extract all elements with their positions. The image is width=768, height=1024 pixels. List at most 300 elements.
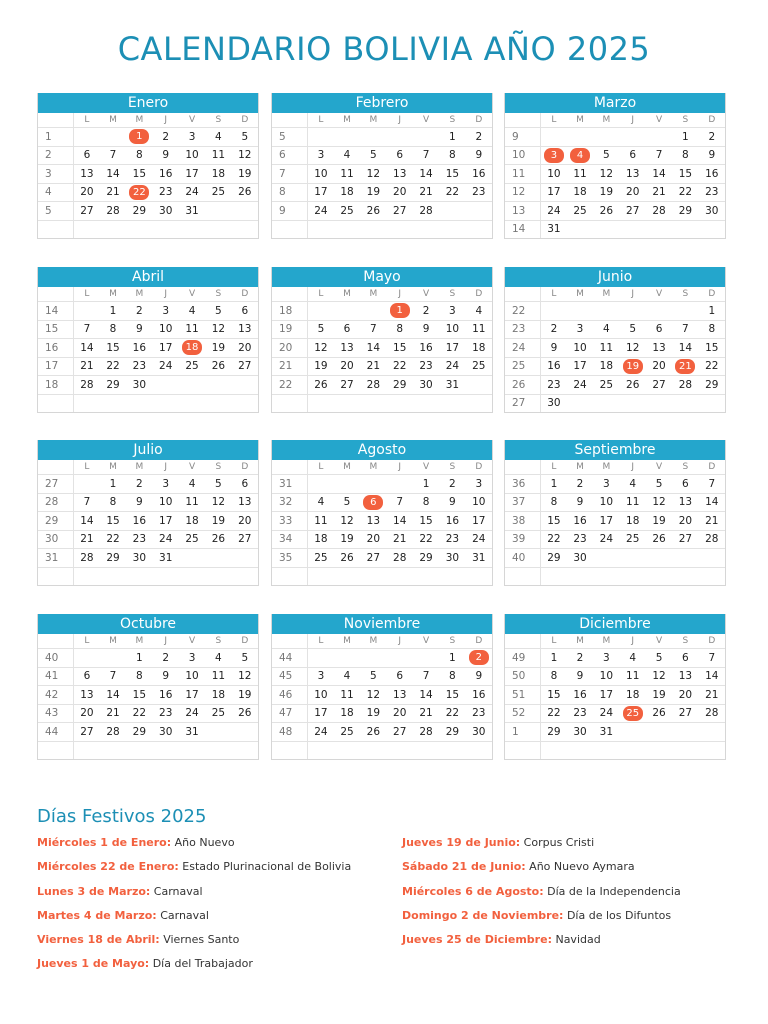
day-cell: 26 <box>334 549 360 568</box>
day-cell <box>593 741 619 759</box>
holiday-name: Día del Trabajador <box>149 957 253 971</box>
day-header: V <box>179 460 205 475</box>
day-cell <box>74 475 100 494</box>
day-cell <box>205 376 231 395</box>
day-cell: 12 <box>646 493 672 512</box>
day-header: V <box>179 113 205 128</box>
day-cell: 22 <box>387 357 413 376</box>
week-number: 28 <box>38 493 74 512</box>
week-number: 50 <box>505 667 541 686</box>
day-header: M <box>567 287 593 302</box>
day-cell: 6 <box>646 320 672 339</box>
day-cell: 2 <box>153 649 179 668</box>
holiday-marker: 4 <box>570 148 590 163</box>
day-cell <box>646 394 672 412</box>
day-cell: 9 <box>466 667 492 686</box>
holiday-date: Sábado 21 de Junio: <box>402 860 526 874</box>
day-cell: 28 <box>100 723 126 742</box>
day-cell <box>646 220 672 238</box>
month-0 <box>37 93 259 239</box>
day-cell <box>179 741 205 759</box>
day-cell: 29 <box>699 376 725 395</box>
day-cell: 12 <box>205 320 231 339</box>
day-cell: 24 <box>466 530 492 549</box>
day-cell: 7 <box>672 320 698 339</box>
holiday-item <box>37 933 351 957</box>
day-cell: 10 <box>153 493 179 512</box>
day-cell: 28 <box>387 549 413 568</box>
day-cell: 22 <box>413 530 439 549</box>
day-cell: 28 <box>672 376 698 395</box>
holiday-item <box>37 909 351 933</box>
day-cell <box>620 302 646 321</box>
day-cell: 18 <box>620 512 646 531</box>
day-cell: 16 <box>567 686 593 705</box>
day-cell: 20 <box>620 183 646 202</box>
week-number: 5 <box>272 128 308 147</box>
day-cell <box>620 128 646 147</box>
day-header: M <box>126 460 152 475</box>
day-cell: 19 <box>308 357 334 376</box>
day-header: D <box>466 460 492 475</box>
month-name: Octubre <box>38 614 258 634</box>
day-header: S <box>439 460 465 475</box>
day-cell <box>466 741 492 759</box>
day-cell <box>205 741 231 759</box>
day-cell <box>308 394 334 412</box>
holiday-name: Año Nuevo Aymara <box>525 860 635 874</box>
holiday-marker: 1 <box>129 129 149 144</box>
day-cell <box>699 394 725 412</box>
holiday-name: Corpus Cristi <box>520 836 595 849</box>
day-cell <box>334 567 360 585</box>
day-cell: 16 <box>153 686 179 705</box>
day-header: M <box>334 287 360 302</box>
week-number: 6 <box>272 146 308 165</box>
day-cell <box>179 549 205 568</box>
day-cell <box>126 394 152 412</box>
week-number: 46 <box>272 686 308 705</box>
day-header: M <box>567 634 593 649</box>
day-cell <box>179 220 205 238</box>
day-cell: 8 <box>413 493 439 512</box>
day-cell <box>541 567 567 585</box>
day-cell <box>413 394 439 412</box>
week-number: 18 <box>272 302 308 321</box>
day-cell: 14 <box>387 512 413 531</box>
day-cell: 9 <box>439 493 465 512</box>
day-cell: 13 <box>360 512 386 531</box>
day-cell: 2 <box>153 128 179 147</box>
week-header-blank <box>505 460 541 475</box>
day-cell: 28 <box>646 202 672 221</box>
day-cell <box>205 394 231 412</box>
day-cell <box>699 549 725 568</box>
day-cell: 8 <box>126 667 152 686</box>
week-number: 1 <box>38 128 74 147</box>
day-cell <box>360 741 386 759</box>
day-cell: 21 <box>699 686 725 705</box>
day-cell <box>308 128 334 147</box>
day-cell: 15 <box>699 339 725 358</box>
holiday-date: Miércoles 22 de Enero: <box>37 860 179 874</box>
day-cell: 21 <box>699 512 725 531</box>
day-cell: 19 <box>646 686 672 705</box>
day-cell: 6 <box>672 475 698 494</box>
day-cell: 8 <box>439 667 465 686</box>
day-cell <box>593 220 619 238</box>
day-cell: 20 <box>232 339 258 358</box>
day-cell: 22 <box>126 704 152 723</box>
day-cell: 10 <box>179 667 205 686</box>
month-name: Junio <box>505 267 725 287</box>
week-number: 32 <box>272 493 308 512</box>
day-cell: 11 <box>593 339 619 358</box>
day-cell: 14 <box>413 165 439 184</box>
day-cell: 4 <box>205 128 231 147</box>
day-cell: 10 <box>541 165 567 184</box>
day-cell <box>100 220 126 238</box>
day-cell: 15 <box>672 165 698 184</box>
week-number <box>38 567 74 585</box>
day-cell: 25 <box>179 530 205 549</box>
day-header: M <box>126 287 152 302</box>
day-header: V <box>413 634 439 649</box>
day-cell: 21 <box>100 183 126 202</box>
day-cell: 9 <box>699 146 725 165</box>
day-cell: 2 <box>126 475 152 494</box>
holiday-marker: 2 <box>469 650 489 665</box>
day-cell <box>126 567 152 585</box>
day-cell <box>100 649 126 668</box>
day-cell <box>100 567 126 585</box>
day-cell <box>232 394 258 412</box>
day-header: J <box>620 634 646 649</box>
day-cell: 9 <box>466 146 492 165</box>
holiday-name: Estado Plurinacional de Bolivia <box>178 860 352 874</box>
day-cell: 14 <box>74 512 100 531</box>
day-cell: 30 <box>126 549 152 568</box>
day-cell <box>439 394 465 412</box>
day-cell: 25 <box>308 549 334 568</box>
day-cell: 13 <box>334 339 360 358</box>
holiday-name: Navidad <box>551 933 601 947</box>
week-number: 24 <box>505 339 541 358</box>
week-number: 14 <box>38 302 74 321</box>
day-cell: 23 <box>153 704 179 723</box>
day-cell: 22 <box>439 183 465 202</box>
week-number <box>272 741 308 759</box>
day-cell <box>360 475 386 494</box>
day-cell: 27 <box>232 530 258 549</box>
day-header: M <box>334 113 360 128</box>
holiday-date: Jueves 25 de Diciembre: <box>402 933 552 947</box>
week-number: 27 <box>505 394 541 412</box>
week-number: 13 <box>505 202 541 221</box>
day-cell: 20 <box>387 704 413 723</box>
day-cell: 24 <box>153 357 179 376</box>
day-cell <box>387 649 413 668</box>
week-number: 40 <box>38 649 74 668</box>
day-cell: 2 <box>413 302 439 321</box>
day-cell <box>232 567 258 585</box>
day-cell: 17 <box>593 686 619 705</box>
day-cell <box>232 220 258 238</box>
day-cell: 15 <box>126 165 152 184</box>
week-number <box>505 741 541 759</box>
day-cell: 9 <box>126 320 152 339</box>
day-cell: 21 <box>387 530 413 549</box>
day-cell: 18 <box>466 339 492 358</box>
day-cell: 18 <box>205 165 231 184</box>
day-cell: 27 <box>672 704 698 723</box>
day-header: M <box>567 113 593 128</box>
day-cell: 15 <box>541 512 567 531</box>
day-cell: 21 <box>74 357 100 376</box>
day-header: V <box>413 287 439 302</box>
day-cell: 26 <box>205 530 231 549</box>
day-cell: 25 <box>567 202 593 221</box>
day-header: L <box>541 113 567 128</box>
day-cell: 23 <box>413 357 439 376</box>
day-cell: 14 <box>100 686 126 705</box>
week-number: 45 <box>272 667 308 686</box>
month-9 <box>37 614 259 760</box>
day-cell: 19 <box>360 183 386 202</box>
day-header: D <box>466 287 492 302</box>
day-cell <box>439 741 465 759</box>
day-cell: 10 <box>179 146 205 165</box>
day-cell <box>232 741 258 759</box>
day-cell <box>387 475 413 494</box>
day-cell <box>334 128 360 147</box>
day-cell: 2 <box>466 128 492 147</box>
week-number: 1 <box>505 723 541 742</box>
day-header: S <box>439 634 465 649</box>
day-header: M <box>360 460 386 475</box>
day-cell: 15 <box>126 686 152 705</box>
week-number: 47 <box>272 704 308 723</box>
day-cell: 25 <box>334 202 360 221</box>
day-cell <box>100 128 126 147</box>
day-cell: 1 <box>439 649 465 668</box>
day-cell <box>466 220 492 238</box>
page-title: CALENDARIO BOLIVIA AÑO 2025 <box>117 30 651 68</box>
week-number: 15 <box>38 320 74 339</box>
day-cell: 22 <box>672 183 698 202</box>
month-name: Agosto <box>272 440 492 460</box>
day-cell: 27 <box>334 376 360 395</box>
holiday-day-cell <box>567 146 593 165</box>
day-header: D <box>232 287 258 302</box>
day-cell: 26 <box>360 202 386 221</box>
day-cell: 3 <box>593 475 619 494</box>
day-header: M <box>360 634 386 649</box>
day-cell: 16 <box>439 512 465 531</box>
day-cell: 10 <box>153 320 179 339</box>
day-cell: 10 <box>593 493 619 512</box>
week-number: 8 <box>272 183 308 202</box>
day-cell <box>593 394 619 412</box>
day-cell: 12 <box>360 686 386 705</box>
day-header: D <box>466 113 492 128</box>
day-cell: 7 <box>699 649 725 668</box>
day-header: J <box>620 287 646 302</box>
day-cell <box>308 302 334 321</box>
day-cell: 19 <box>205 512 231 531</box>
day-cell: 15 <box>100 512 126 531</box>
week-number: 22 <box>272 376 308 395</box>
day-cell <box>74 220 100 238</box>
day-cell: 31 <box>179 723 205 742</box>
holiday-item <box>37 957 351 981</box>
week-number: 7 <box>272 165 308 184</box>
day-cell: 7 <box>699 475 725 494</box>
week-number: 18 <box>38 376 74 395</box>
week-number: 5 <box>38 202 74 221</box>
week-number: 16 <box>38 339 74 358</box>
day-cell <box>620 567 646 585</box>
day-cell <box>74 649 100 668</box>
day-header: J <box>153 113 179 128</box>
day-cell <box>334 741 360 759</box>
day-header: S <box>439 113 465 128</box>
day-header: V <box>646 113 672 128</box>
day-cell <box>567 567 593 585</box>
day-header: D <box>466 634 492 649</box>
day-cell: 9 <box>567 667 593 686</box>
day-cell: 20 <box>672 686 698 705</box>
week-number: 49 <box>505 649 541 668</box>
day-cell: 13 <box>672 493 698 512</box>
day-cell: 11 <box>620 493 646 512</box>
day-cell: 31 <box>547 223 561 236</box>
holiday-day-cell <box>387 302 413 321</box>
day-cell: 7 <box>413 667 439 686</box>
day-header: D <box>699 460 725 475</box>
holiday-name: Viernes Santo <box>159 933 240 947</box>
day-cell: 24 <box>308 202 334 221</box>
day-cell: 21 <box>360 357 386 376</box>
day-cell: 28 <box>74 549 100 568</box>
week-number <box>272 220 308 238</box>
day-cell: 31 <box>153 549 179 568</box>
week-number <box>272 567 308 585</box>
day-cell <box>413 220 439 238</box>
day-cell: 7 <box>100 146 126 165</box>
day-cell: 7 <box>74 320 100 339</box>
day-cell <box>308 741 334 759</box>
day-cell <box>672 394 698 412</box>
day-cell: 23 <box>153 183 179 202</box>
day-cell <box>672 220 698 238</box>
day-cell: 25 <box>593 376 619 395</box>
day-cell: 24 <box>439 357 465 376</box>
day-cell: 10 <box>308 165 334 184</box>
day-cell: 15 <box>541 686 567 705</box>
day-header: V <box>413 113 439 128</box>
week-number: 23 <box>505 320 541 339</box>
day-cell: 20 <box>232 512 258 531</box>
day-cell: 8 <box>699 320 725 339</box>
week-number: 26 <box>505 376 541 395</box>
day-cell: 20 <box>360 530 386 549</box>
day-cell: 13 <box>387 165 413 184</box>
day-cell: 2 <box>699 128 725 147</box>
week-header-blank <box>272 287 308 302</box>
day-cell <box>646 128 672 147</box>
day-cell: 28 <box>699 704 725 723</box>
day-cell: 8 <box>541 667 567 686</box>
day-cell: 21 <box>413 704 439 723</box>
holiday-day-cell <box>360 493 386 512</box>
day-cell: 30 <box>439 549 465 568</box>
day-cell: 24 <box>593 704 619 723</box>
day-cell <box>699 723 725 742</box>
day-cell: 24 <box>541 202 567 221</box>
holiday-item <box>402 860 681 884</box>
day-cell: 1 <box>100 475 126 494</box>
week-number: 9 <box>272 202 308 221</box>
day-cell: 24 <box>179 704 205 723</box>
day-header: V <box>646 287 672 302</box>
day-header: M <box>100 634 126 649</box>
day-cell <box>308 475 334 494</box>
week-number: 31 <box>38 549 74 568</box>
day-cell <box>153 394 179 412</box>
day-cell: 3 <box>179 128 205 147</box>
day-cell: 1 <box>100 302 126 321</box>
day-cell: 10 <box>567 339 593 358</box>
day-cell: 11 <box>205 146 231 165</box>
day-cell: 17 <box>179 686 205 705</box>
month-name: Marzo <box>505 93 725 113</box>
day-cell: 26 <box>620 376 646 395</box>
day-header: M <box>126 113 152 128</box>
week-number: 17 <box>38 357 74 376</box>
day-cell: 11 <box>308 512 334 531</box>
day-header: J <box>153 634 179 649</box>
day-cell: 30 <box>126 376 152 395</box>
day-cell <box>466 394 492 412</box>
day-cell: 23 <box>126 530 152 549</box>
day-cell: 23 <box>439 530 465 549</box>
day-header: S <box>672 113 698 128</box>
day-header: S <box>672 460 698 475</box>
day-cell: 23 <box>466 704 492 723</box>
day-cell: 19 <box>232 686 258 705</box>
day-cell <box>360 649 386 668</box>
day-cell <box>646 741 672 759</box>
day-cell: 8 <box>387 320 413 339</box>
day-cell: 12 <box>334 512 360 531</box>
day-cell: 5 <box>360 667 386 686</box>
day-cell: 25 <box>466 357 492 376</box>
holiday-marker: 22 <box>129 185 149 200</box>
day-cell <box>646 302 672 321</box>
day-cell <box>205 567 231 585</box>
day-cell <box>74 741 100 759</box>
day-cell: 20 <box>646 357 672 376</box>
day-cell: 21 <box>413 183 439 202</box>
day-cell: 17 <box>179 165 205 184</box>
week-number: 20 <box>272 339 308 358</box>
day-cell: 31 <box>466 549 492 568</box>
day-cell <box>232 376 258 395</box>
day-cell <box>126 220 152 238</box>
day-cell: 14 <box>100 165 126 184</box>
day-cell: 23 <box>126 357 152 376</box>
